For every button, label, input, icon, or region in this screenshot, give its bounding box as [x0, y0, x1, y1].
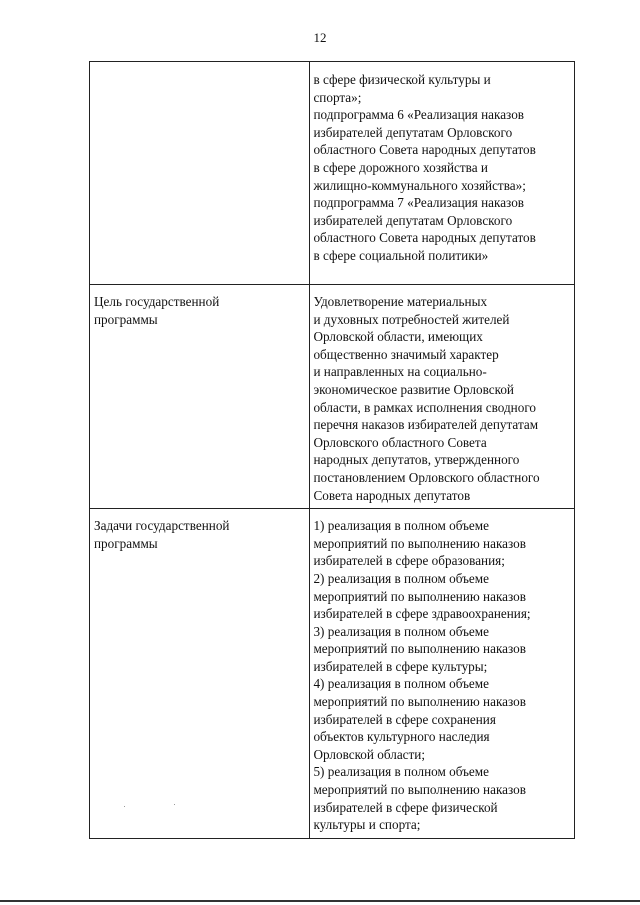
row-label	[90, 62, 309, 70]
scan-speck	[174, 804, 175, 805]
table-row	[90, 62, 575, 285]
program-goal-text: Удовлетворение материальных и духовных потребностей жителей Орловской области, имеющих общественно значимый характер и направленных на социально- экономическое развитие Орловской области, в рамках исполнения сводного перечня наказов избирателей депутатам Орловского областного Совета народных депутатов, утвержденного постановлением Орловского областного Совета народных депутатов	[313, 294, 540, 503]
table-row	[90, 285, 575, 509]
row-content-cell	[310, 285, 575, 509]
row-label-cell	[90, 62, 310, 285]
page-number: 12	[313, 30, 327, 45]
subprograms-continuation-text: в сфере физической культуры и спорта»; подпрограмма 6 «Реализация наказов избирателей депутатам Орловского областного Совета народных депутатов в сфере дорожного хозяйства и жилищно-коммунального хозяйства»; подпрограмма 7 «Реализация наказов избирателей депутатам Орловского областного Совета народных депутатов в сфере социальной политики»	[313, 72, 536, 263]
scan-speck	[124, 806, 125, 807]
row-content-cell	[310, 509, 575, 839]
row-label-cell	[90, 285, 310, 509]
table-row	[90, 509, 575, 839]
program-goal-label: Цель государственной программы	[94, 294, 220, 327]
program-tasks-text: 1) реализация в полном объеме мероприятий по выполнению наказов избирателей в сфере образования; 2) реализация в полном объеме мероприятий по выполнению наказов избирателей в сфере здравоохранения; 3) реализация в полном объеме мероприятий по выполнению наказов избирателей в сфере культуры; 4) реализация в полном объеме мероприятий по выполнению наказов избирателей в сфере сохранения объектов культурного наследия Орловской области; 5) реализация в полном объеме мероприятий по выполнению наказов избирателей в сфере физической культуры и спорта;	[313, 518, 531, 833]
row-content-cell	[310, 62, 575, 285]
program-passport-table	[89, 61, 575, 839]
row-label-cell	[90, 509, 310, 839]
scan-bottom-edge	[0, 900, 640, 902]
program-tasks-label: Задачи государственной программы	[94, 518, 230, 551]
